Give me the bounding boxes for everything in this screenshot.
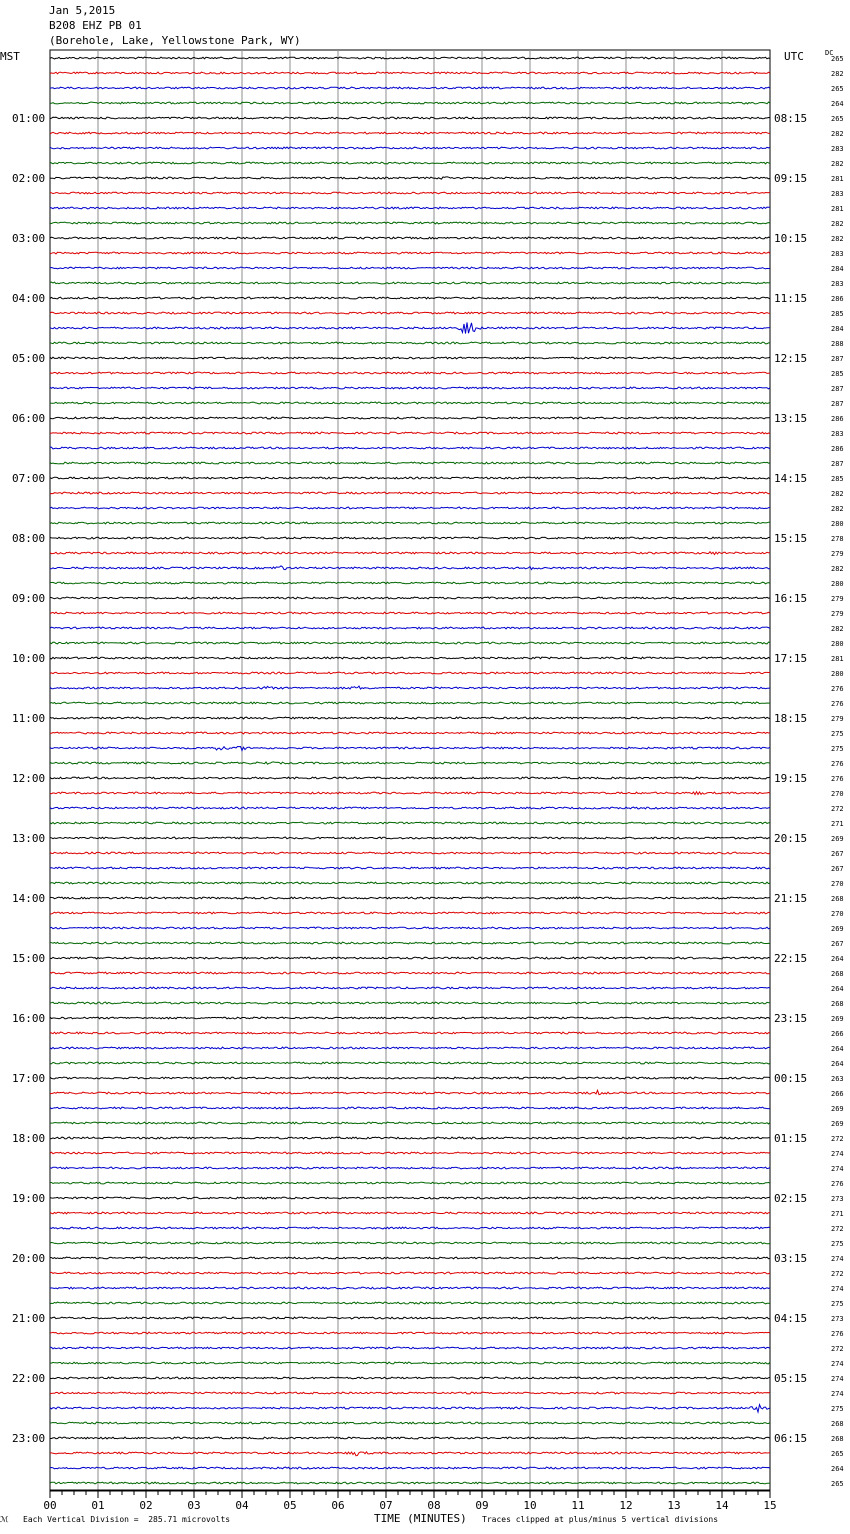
trace-row-81 (50, 1272, 770, 1274)
trace-row-68 (50, 1077, 770, 1079)
dc-offset-value: 282 (831, 70, 844, 78)
dc-offset-value: 265 (831, 1450, 844, 1458)
dc-offset-value: 284 (831, 265, 844, 273)
mst-hour-label: 20:00 (12, 1252, 46, 1265)
trace-row-74 (50, 1167, 770, 1169)
mst-hour-label: 05:00 (12, 352, 46, 365)
trace-row-2 (50, 87, 770, 89)
dc-offset-value: 287 (831, 400, 844, 408)
dc-offset-value: 282 (831, 565, 844, 573)
dc-offset-value: 282 (831, 505, 844, 513)
mst-hour-label: 22:00 (12, 1372, 46, 1385)
dc-offset-value: 279 (831, 550, 844, 558)
dc-offset-value: 274 (831, 1390, 844, 1398)
trace-row-27 (50, 462, 770, 464)
mst-hour-label: 19:00 (12, 1192, 46, 1205)
trace-row-40 (50, 657, 770, 659)
trace-row-9 (50, 192, 770, 194)
utc-hour-label: 17:15 (774, 652, 808, 665)
dc-offset-value: 275 (831, 1240, 844, 1248)
dc-offset-value: 267 (831, 865, 844, 873)
dc-offset-value: 272 (831, 1135, 844, 1143)
dc-offset-value: 287 (831, 385, 844, 393)
utc-hour-label: 14:15 (774, 472, 808, 485)
dc-offset-value: 275 (831, 730, 844, 738)
trace-row-45 (50, 732, 770, 734)
trace-row-85 (50, 1332, 770, 1334)
station-location: (Borehole, Lake, Yellowstone Park, WY) (49, 34, 301, 47)
dc-offset-value: 272 (831, 1345, 844, 1353)
mst-hour-label: 02:00 (12, 172, 46, 185)
dc-offset-value: 282 (831, 490, 844, 498)
trace-row-79 (50, 1242, 770, 1244)
plot-date: Jan 5,2015 (49, 4, 116, 17)
dc-offset-value: 269 (831, 925, 844, 933)
utc-hour-label: 16:15 (774, 592, 808, 605)
trace-row-54 (50, 867, 770, 869)
trace-row-58 (50, 927, 770, 929)
mst-hour-label: 17:00 (12, 1072, 46, 1085)
dc-offset-value: 263 (831, 1075, 844, 1083)
trace-row-11 (50, 222, 770, 224)
x-tick-label: 02 (139, 1499, 153, 1512)
trace-row-32 (50, 537, 770, 539)
dc-offset-value: 269 (831, 835, 844, 843)
x-tick-label: 00 (43, 1499, 57, 1512)
utc-hour-label: 20:15 (774, 832, 808, 845)
utc-hour-label: 10:15 (774, 232, 808, 245)
mst-hour-label: 18:00 (12, 1132, 46, 1145)
dc-offset-value: 275 (831, 745, 844, 753)
mst-hour-label: 10:00 (12, 652, 46, 665)
trace-row-71 (50, 1122, 770, 1124)
dc-offset-value: 282 (831, 130, 844, 138)
trace-row-36 (50, 597, 770, 599)
utc-hour-label: 01:15 (774, 1132, 808, 1145)
dc-offset-value: 283 (831, 430, 844, 438)
mst-hour-label: 13:00 (12, 832, 46, 845)
trace-row-34 (50, 566, 770, 570)
trace-row-12 (50, 237, 770, 239)
mst-hour-label: 21:00 (12, 1312, 46, 1325)
utc-hour-label: 08:15 (774, 112, 808, 125)
dc-offset-value: 281 (831, 655, 844, 663)
trace-row-1 (50, 72, 770, 74)
trace-row-20 (50, 357, 770, 359)
trace-row-91 (50, 1422, 770, 1424)
trace-row-59 (50, 942, 770, 944)
dc-offset-value: 274 (831, 1360, 844, 1368)
dc-offset-value: 279 (831, 595, 844, 603)
trace-row-72 (50, 1137, 770, 1139)
mst-hour-label: 07:00 (12, 472, 46, 485)
dc-offset-value: 274 (831, 1255, 844, 1263)
trace-row-18 (50, 322, 770, 333)
trace-row-63 (50, 1002, 770, 1004)
dc-offset-value: 282 (831, 160, 844, 168)
dc-offset-value: 265 (831, 55, 844, 63)
utc-hour-label: 11:15 (774, 292, 808, 305)
dc-offset-value: 274 (831, 1375, 844, 1383)
x-tick-label: 12 (619, 1499, 633, 1512)
trace-row-53 (50, 852, 770, 854)
dc-offset-value: 280 (831, 670, 844, 678)
trace-row-7 (50, 162, 770, 164)
trace-row-87 (50, 1362, 770, 1364)
utc-hour-label: 06:15 (774, 1432, 808, 1445)
trace-row-51 (50, 822, 770, 824)
dc-offset-value: 282 (831, 235, 844, 243)
trace-row-50 (50, 807, 770, 809)
trace-row-3 (50, 102, 770, 104)
trace-row-29 (50, 492, 770, 494)
trace-row-60 (50, 957, 770, 959)
plot-frame (50, 50, 770, 1491)
x-tick-label: 07 (379, 1499, 393, 1512)
dc-offset-value: 279 (831, 715, 844, 723)
dc-offset-value: 268 (831, 895, 844, 903)
mst-hour-label: 03:00 (12, 232, 46, 245)
utc-hour-label: 02:15 (774, 1192, 808, 1205)
trace-row-22 (50, 387, 770, 389)
x-tick-label: 09 (475, 1499, 489, 1512)
dc-offset-value: 266 (831, 1030, 844, 1038)
trace-row-8 (50, 177, 770, 179)
trace-row-57 (50, 912, 770, 914)
dc-offset-value: 284 (831, 325, 844, 333)
trace-row-55 (50, 882, 770, 884)
trace-row-28 (50, 477, 770, 479)
utc-hour-label: 00:15 (774, 1072, 808, 1085)
trace-row-62 (50, 987, 770, 989)
trace-row-67 (50, 1062, 770, 1064)
mst-hour-label: 11:00 (12, 712, 46, 725)
trace-row-6 (50, 147, 770, 149)
dc-offset-value: 269 (831, 1120, 844, 1128)
trace-row-33 (50, 552, 770, 555)
trace-row-77 (50, 1212, 770, 1214)
trace-row-73 (50, 1152, 770, 1154)
trace-row-64 (50, 1017, 770, 1019)
dc-offset-value: 274 (831, 1150, 844, 1158)
x-tick-label: 01 (91, 1499, 105, 1512)
dc-offset-value: 276 (831, 1180, 844, 1188)
dc-offset-value: 268 (831, 1420, 844, 1428)
vertical-division-note: ℳ Each Vertical Division = 285.71 microvolts (0, 1515, 231, 1524)
utc-hour-label: 13:15 (774, 412, 808, 425)
x-tick-label: 04 (235, 1499, 249, 1512)
trace-row-0 (50, 57, 770, 59)
trace-row-78 (50, 1227, 770, 1229)
mst-hour-label: 08:00 (12, 532, 46, 545)
x-tick-label: 06 (331, 1499, 345, 1512)
dc-offset-value: 267 (831, 850, 844, 858)
dc-offset-value: 268 (831, 1000, 844, 1008)
trace-row-46 (50, 747, 770, 751)
mst-hour-label: 09:00 (12, 592, 46, 605)
dc-offset-value: 264 (831, 1060, 844, 1068)
dc-offset-value: 270 (831, 790, 844, 798)
utc-hour-label: 22:15 (774, 952, 808, 965)
trace-row-69 (50, 1090, 770, 1094)
trace-row-66 (50, 1047, 770, 1049)
dc-offset-value: 265 (831, 1480, 844, 1488)
trace-row-94 (50, 1467, 770, 1469)
dc-offset-value: 283 (831, 280, 844, 288)
dc-offset-value: 285 (831, 370, 844, 378)
trace-row-4 (50, 117, 770, 119)
trace-row-82 (50, 1287, 770, 1289)
dc-offset-value: 282 (831, 625, 844, 633)
dc-offset-value: 273 (831, 1195, 844, 1203)
trace-row-44 (50, 717, 770, 719)
x-tick-label: 15 (763, 1499, 777, 1512)
trace-row-43 (50, 702, 770, 704)
dc-offset-value: 283 (831, 250, 844, 258)
dc-offset-value: 272 (831, 805, 844, 813)
dc-offset-value: 281 (831, 175, 844, 183)
dc-offset-value: 264 (831, 1045, 844, 1053)
dc-offset-value: 276 (831, 775, 844, 783)
trace-row-65 (50, 1032, 770, 1034)
trace-row-42 (50, 686, 770, 689)
dc-offset-value: 270 (831, 910, 844, 918)
trace-row-93 (50, 1452, 770, 1456)
trace-row-80 (50, 1257, 770, 1259)
trace-row-13 (50, 252, 770, 254)
mst-hour-label: 04:00 (12, 292, 46, 305)
trace-row-70 (50, 1107, 770, 1109)
dc-offset-value: 283 (831, 145, 844, 153)
dc-offset-value: 274 (831, 1285, 844, 1293)
dc-offset-value: 286 (831, 415, 844, 423)
dc-offset-value: 288 (831, 340, 844, 348)
dc-offset-value: 264 (831, 955, 844, 963)
trace-row-49 (50, 792, 770, 795)
dc-offset-value: 264 (831, 985, 844, 993)
trace-row-88 (50, 1377, 770, 1379)
x-axis-label: TIME (MINUTES) (374, 1512, 467, 1525)
trace-row-56 (50, 897, 770, 899)
dc-offset-value: 285 (831, 475, 844, 483)
utc-hour-label: 15:15 (774, 532, 808, 545)
trace-row-75 (50, 1182, 770, 1184)
utc-hour-label: 09:15 (774, 172, 808, 185)
x-tick-label: 05 (283, 1499, 297, 1512)
trace-row-21 (50, 372, 770, 374)
dc-offset-value: 283 (831, 190, 844, 198)
dc-offset-label: DC (825, 49, 834, 57)
dc-offset-value: 272 (831, 1225, 844, 1233)
dc-offset-value: 267 (831, 940, 844, 948)
mst-hour-label: 06:00 (12, 412, 46, 425)
mst-axis-label: MST (0, 50, 20, 63)
trace-row-10 (50, 207, 770, 209)
utc-axis-label: UTC (784, 50, 804, 63)
dc-offset-value: 281 (831, 205, 844, 213)
trace-row-31 (50, 522, 770, 524)
trace-row-35 (50, 582, 770, 584)
dc-offset-value: 268 (831, 970, 844, 978)
mst-hour-label: 23:00 (12, 1432, 46, 1445)
dc-offset-value: 269 (831, 1105, 844, 1113)
utc-hour-label: 12:15 (774, 352, 808, 365)
utc-hour-label: 19:15 (774, 772, 808, 785)
trace-row-25 (50, 432, 770, 434)
dc-offset-value: 268 (831, 1435, 844, 1443)
mst-hour-label: 15:00 (12, 952, 46, 965)
dc-offset-value: 272 (831, 1270, 844, 1278)
trace-row-48 (50, 777, 770, 779)
dc-offset-value: 274 (831, 1165, 844, 1173)
trace-row-15 (50, 282, 770, 284)
trace-row-84 (50, 1317, 770, 1319)
clipping-note: Traces clipped at plus/minus 5 vertical divisions (482, 1515, 719, 1524)
trace-row-52 (50, 837, 770, 839)
x-tick-label: 03 (187, 1499, 201, 1512)
dc-offset-value: 270 (831, 880, 844, 888)
trace-row-76 (50, 1197, 770, 1199)
trace-row-26 (50, 447, 770, 449)
mst-hour-label: 01:00 (12, 112, 46, 125)
dc-offset-value: 276 (831, 1330, 844, 1338)
dc-offset-value: 276 (831, 700, 844, 708)
x-tick-label: 08 (427, 1499, 441, 1512)
trace-row-90 (50, 1405, 770, 1412)
trace-row-38 (50, 627, 770, 629)
dc-offset-value: 273 (831, 1315, 844, 1323)
dc-offset-value: 265 (831, 85, 844, 93)
trace-row-92 (50, 1437, 770, 1439)
trace-row-30 (50, 507, 770, 509)
dc-offset-value: 285 (831, 310, 844, 318)
mst-hour-label: 14:00 (12, 892, 46, 905)
dc-offset-value: 276 (831, 760, 844, 768)
trace-row-24 (50, 417, 770, 419)
trace-row-61 (50, 972, 770, 974)
dc-offset-value: 271 (831, 1210, 844, 1218)
dc-offset-value: 279 (831, 610, 844, 618)
dc-offset-value: 265 (831, 115, 844, 123)
dc-offset-value: 278 (831, 535, 844, 543)
utc-hour-label: 03:15 (774, 1252, 808, 1265)
dc-offset-value: 275 (831, 1300, 844, 1308)
trace-row-37 (50, 612, 770, 614)
utc-hour-label: 21:15 (774, 892, 808, 905)
trace-row-14 (50, 267, 770, 269)
dc-offset-value: 287 (831, 460, 844, 468)
utc-hour-label: 04:15 (774, 1312, 808, 1325)
dc-offset-value: 287 (831, 355, 844, 363)
trace-row-89 (50, 1392, 770, 1394)
trace-row-41 (50, 672, 770, 674)
dc-offset-value: 280 (831, 580, 844, 588)
utc-hour-label: 05:15 (774, 1372, 808, 1385)
utc-hour-label: 18:15 (774, 712, 808, 725)
dc-offset-value: 280 (831, 640, 844, 648)
trace-row-17 (50, 312, 770, 314)
dc-offset-value: 282 (831, 220, 844, 228)
trace-row-5 (50, 132, 770, 134)
trace-row-47 (50, 762, 770, 764)
x-tick-label: 14 (715, 1499, 729, 1512)
x-tick-label: 13 (667, 1499, 681, 1512)
station-code: B208 EHZ PB 01 (49, 19, 142, 32)
dc-offset-value: 275 (831, 1405, 844, 1413)
dc-offset-value: 286 (831, 445, 844, 453)
mst-hour-label: 12:00 (12, 772, 46, 785)
x-tick-label: 11 (571, 1499, 585, 1512)
dc-offset-value: 266 (831, 1090, 844, 1098)
trace-row-83 (50, 1302, 770, 1304)
dc-offset-value: 269 (831, 1015, 844, 1023)
dc-offset-value: 271 (831, 820, 844, 828)
trace-row-86 (50, 1347, 770, 1349)
x-tick-label: 10 (523, 1499, 537, 1512)
dc-offset-value: 276 (831, 685, 844, 693)
mst-hour-label: 16:00 (12, 1012, 46, 1025)
dc-offset-value: 280 (831, 520, 844, 528)
trace-row-23 (50, 402, 770, 404)
trace-row-39 (50, 642, 770, 644)
trace-row-16 (50, 297, 770, 299)
trace-row-19 (50, 342, 770, 344)
trace-row-95 (50, 1482, 770, 1484)
dc-offset-value: 286 (831, 295, 844, 303)
dc-offset-value: 264 (831, 100, 844, 108)
utc-hour-label: 23:15 (774, 1012, 808, 1025)
dc-offset-value: 264 (831, 1465, 844, 1473)
